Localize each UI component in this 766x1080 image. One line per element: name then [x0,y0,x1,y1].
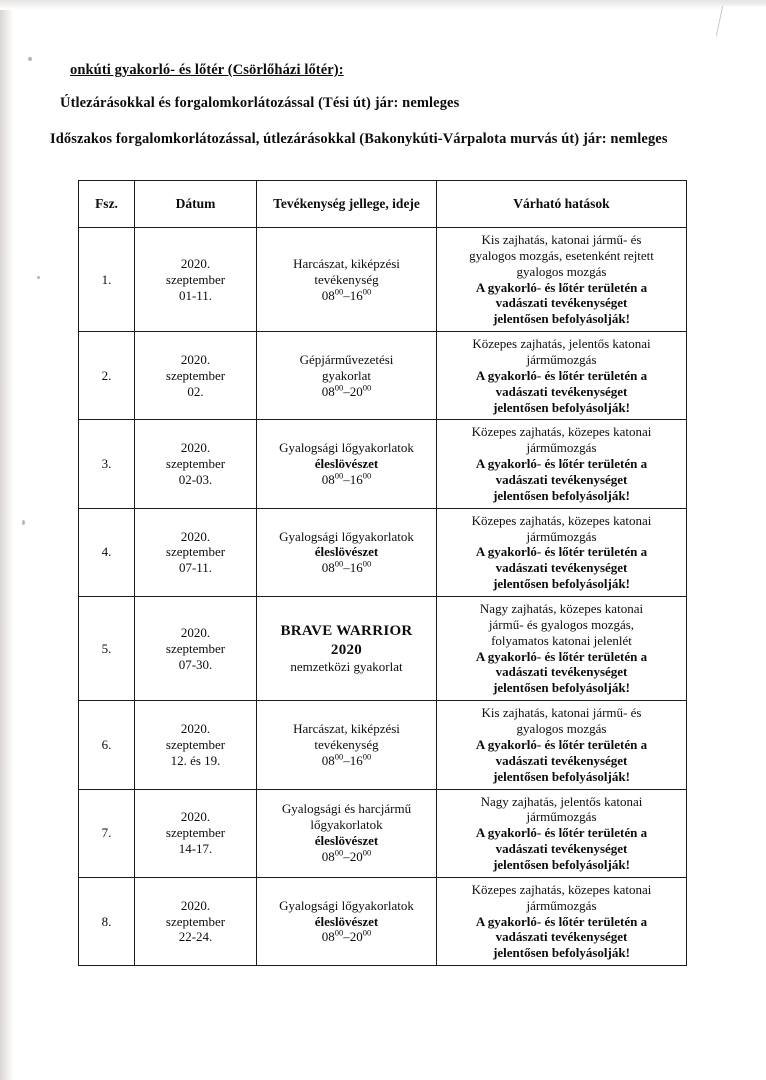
date-line: szeptember [165,640,226,656]
cell-activity [257,789,437,877]
date-line: szeptember [165,913,226,929]
column-header-activity: Tevékenység jellege, ideje [257,181,437,228]
effect-warning-line: A gyakorló- és lőtér területén a [475,544,648,560]
effect-line: gyalogos mozgás, esetenként rejtett [469,247,654,263]
effect-warning-line: vadászati tevékenységet [495,383,628,399]
effect-line: folyamatos katonai jelenlét [491,632,632,648]
column-header-date: Dátum [135,181,257,228]
cell-effects [437,228,687,332]
periodic-restriction-note: Időszakos forgalomkorlátozással, útlezárásokkal (Bakonykúti-Várpalota murvás út) jár: nemleges [50,131,668,147]
cell-effects [437,597,687,701]
column-header-effects: Várható hatások [437,181,687,228]
table-row [79,228,687,332]
activity-time: $08^{00}-20^{00}$ [321,382,372,399]
effect-line: Nagy zajhatás, jelentős katonai [480,793,643,809]
cell-date [135,701,257,789]
date-line: 07-11. [178,560,213,576]
activity-line: nemzetközi gyakorlat [290,658,403,674]
activity-line: éleslövészet [314,456,379,472]
effect-warning-line: vadászati tevékenységet [495,841,628,857]
activity-line: Gyalogsági lőgyakorlatok [279,897,414,913]
date-line: 02-03. [178,472,213,488]
table-row [79,701,687,789]
date-line: 12. és 19. [170,752,221,768]
cell-row-number: 5. [79,597,135,701]
activity-line: lőgyakorlatok [310,817,383,833]
activity-time: $08^{00}-16^{00}$ [321,470,372,488]
table-row [79,597,687,701]
date-line: 02. [187,383,204,399]
date-line: 2020. [180,809,211,825]
effect-warning-line: vadászati tevékenységet [495,472,628,488]
date-line: 01-11. [178,287,213,303]
date-line: 2020. [180,528,211,544]
effect-warning-line: jelentősen befolyásolják! [493,576,630,592]
cell-effects [437,420,687,508]
activity-line: Harcászat, kiképzési [293,255,400,271]
activity-title-line: BRAVE WARRIOR [280,623,413,640]
date-line: 07-30. [178,656,213,672]
effect-line: Közepes zajhatás, közepes katonai [471,512,652,528]
effect-line: gyalogos mozgás [516,721,607,737]
activity-line: Gépjárművezetési [299,352,394,368]
effect-warning-line: A gyakorló- és lőtér területén a [475,648,648,664]
effect-warning-line: jelentősen befolyásolják! [493,768,630,784]
activity-line: Gyalogsági és harcjármű [281,801,412,817]
activity-line: tevékenység [314,271,379,287]
date-line: szeptember [165,544,226,560]
cell-row-number: 8. [79,877,135,965]
effect-warning-line: A gyakorló- és lőtér területén a [475,736,648,752]
table-row [79,789,687,877]
cell-effects [437,332,687,420]
effect-warning-line: A gyakorló- és lőtér területén a [475,913,648,929]
activity-time: $08^{00}-20^{00}$ [321,847,372,864]
table-row [79,332,687,420]
effect-warning-line: jelentősen befolyásolják! [493,680,630,696]
cell-date [135,332,257,420]
effect-line: gyalogos mozgás [516,263,607,279]
date-line: 2020. [180,255,211,271]
cell-date [135,877,257,965]
activity-time: $08^{00}-16^{00}$ [321,751,372,768]
table-row [79,508,687,596]
cell-effects [437,701,687,789]
cell-activity [257,877,437,965]
effect-warning-line: A gyakorló- és lőtér területén a [475,456,648,472]
date-line: szeptember [165,271,226,287]
cell-activity [257,420,437,508]
cell-row-number: 1. [79,228,135,332]
activity-line: tevékenység [314,736,379,752]
cell-date [135,508,257,596]
date-line: 2020. [180,897,211,913]
date-line: 14-17. [178,841,213,857]
activity-line: Gyalogsági lőgyakorlatok [279,440,414,456]
cell-date [135,597,257,701]
date-line: szeptember [165,456,226,472]
effect-warning-line: jelentősen befolyásolják! [493,945,630,961]
effect-line: Kis zajhatás, katonai jármű- és [481,232,642,247]
cell-row-number: 4. [79,508,135,596]
cell-row-number: 3. [79,420,135,508]
activity-time: $08^{00}-16^{00}$ [321,559,372,576]
date-line: 2020. [180,721,211,737]
cell-effects [437,877,687,965]
activity-title-line: 2020 [330,641,363,658]
effect-warning-line: vadászati tevékenységet [495,752,628,768]
road-closure-note: Útlezárásokkal és forgalomkorlátozással (Tési út) jár: nemleges [60,95,460,111]
activity-line: Gyalogsági lőgyakorlatok [279,528,414,544]
cell-date [135,789,257,877]
table-body [79,228,687,966]
effect-warning-line: vadászati tevékenységet [495,295,628,311]
date-line: 2020. [180,624,211,640]
effect-warning-line: vadászati tevékenységet [495,929,628,945]
cell-date [135,228,257,332]
activity-line: éleslövészet [314,544,379,560]
date-line: szeptember [165,825,226,841]
cell-activity [257,332,437,420]
effect-warning-line: jelentősen befolyásolják! [493,311,630,327]
activity-line: gyakorlat [321,367,372,383]
activity-time: $08^{00}-20^{00}$ [321,928,372,945]
page-title: onkúti gyakorló- és lőtér (Csörlőházi lőtér): [70,62,344,78]
cell-row-number: 6. [79,701,135,789]
cell-activity [257,508,437,596]
date-line: szeptember [165,736,226,752]
date-line: 22-24. [178,929,213,945]
effect-line: Kis zajhatás, katonai jármű- és [481,705,642,721]
effect-line: Nagy zajhatás, közepes katonai [479,601,644,617]
activity-line: Harcászat, kiképzési [293,721,400,737]
cell-effects [437,789,687,877]
cell-activity [257,701,437,789]
effect-line: jármű- és gyalogos mozgás, [488,616,635,632]
effect-warning-line: jelentősen befolyásolják! [493,399,630,415]
column-header-fsz: Fsz. [79,181,135,228]
cell-activity [257,228,437,332]
schedule-table [78,180,687,966]
date-line: 2020. [180,440,211,456]
cell-row-number: 7. [79,789,135,877]
cell-row-number: 2. [79,332,135,420]
effect-line: járműmozgás [526,897,597,913]
activity-time: $08^{00}-16^{00}$ [321,286,372,303]
effect-line: járműmozgás [526,809,597,825]
table-header-row [79,181,687,228]
effect-warning-line: jelentősen befolyásolják! [493,487,630,503]
effect-warning-line: A gyakorló- és lőtér területén a [475,279,648,295]
date-line: 2020. [180,352,211,368]
effect-warning-line: A gyakorló- és lőtér területén a [475,367,648,383]
cell-date [135,420,257,508]
activity-line: éleslövészet [314,833,379,849]
effect-line: Közepes zajhatás, közepes katonai [471,424,652,440]
effect-line: Közepes zajhatás, jelentős katonai [472,336,651,352]
cell-activity [257,597,437,701]
effect-warning-line: A gyakorló- és lőtér területén a [475,825,648,841]
effect-line: Közepes zajhatás, közepes katonai [471,881,652,897]
effect-warning-line: jelentősen befolyásolják! [493,856,630,872]
effect-line: járműmozgás [526,528,597,544]
effect-warning-line: vadászati tevékenységet [495,664,628,680]
date-line: szeptember [165,367,226,383]
activity-line: éleslövészet [314,913,379,929]
table-row [79,420,687,508]
effect-line: járműmozgás [526,352,597,368]
effect-warning-line: vadászati tevékenységet [495,560,628,576]
effect-line: járműmozgás [526,440,597,456]
table-row [79,877,687,965]
cell-effects [437,508,687,596]
